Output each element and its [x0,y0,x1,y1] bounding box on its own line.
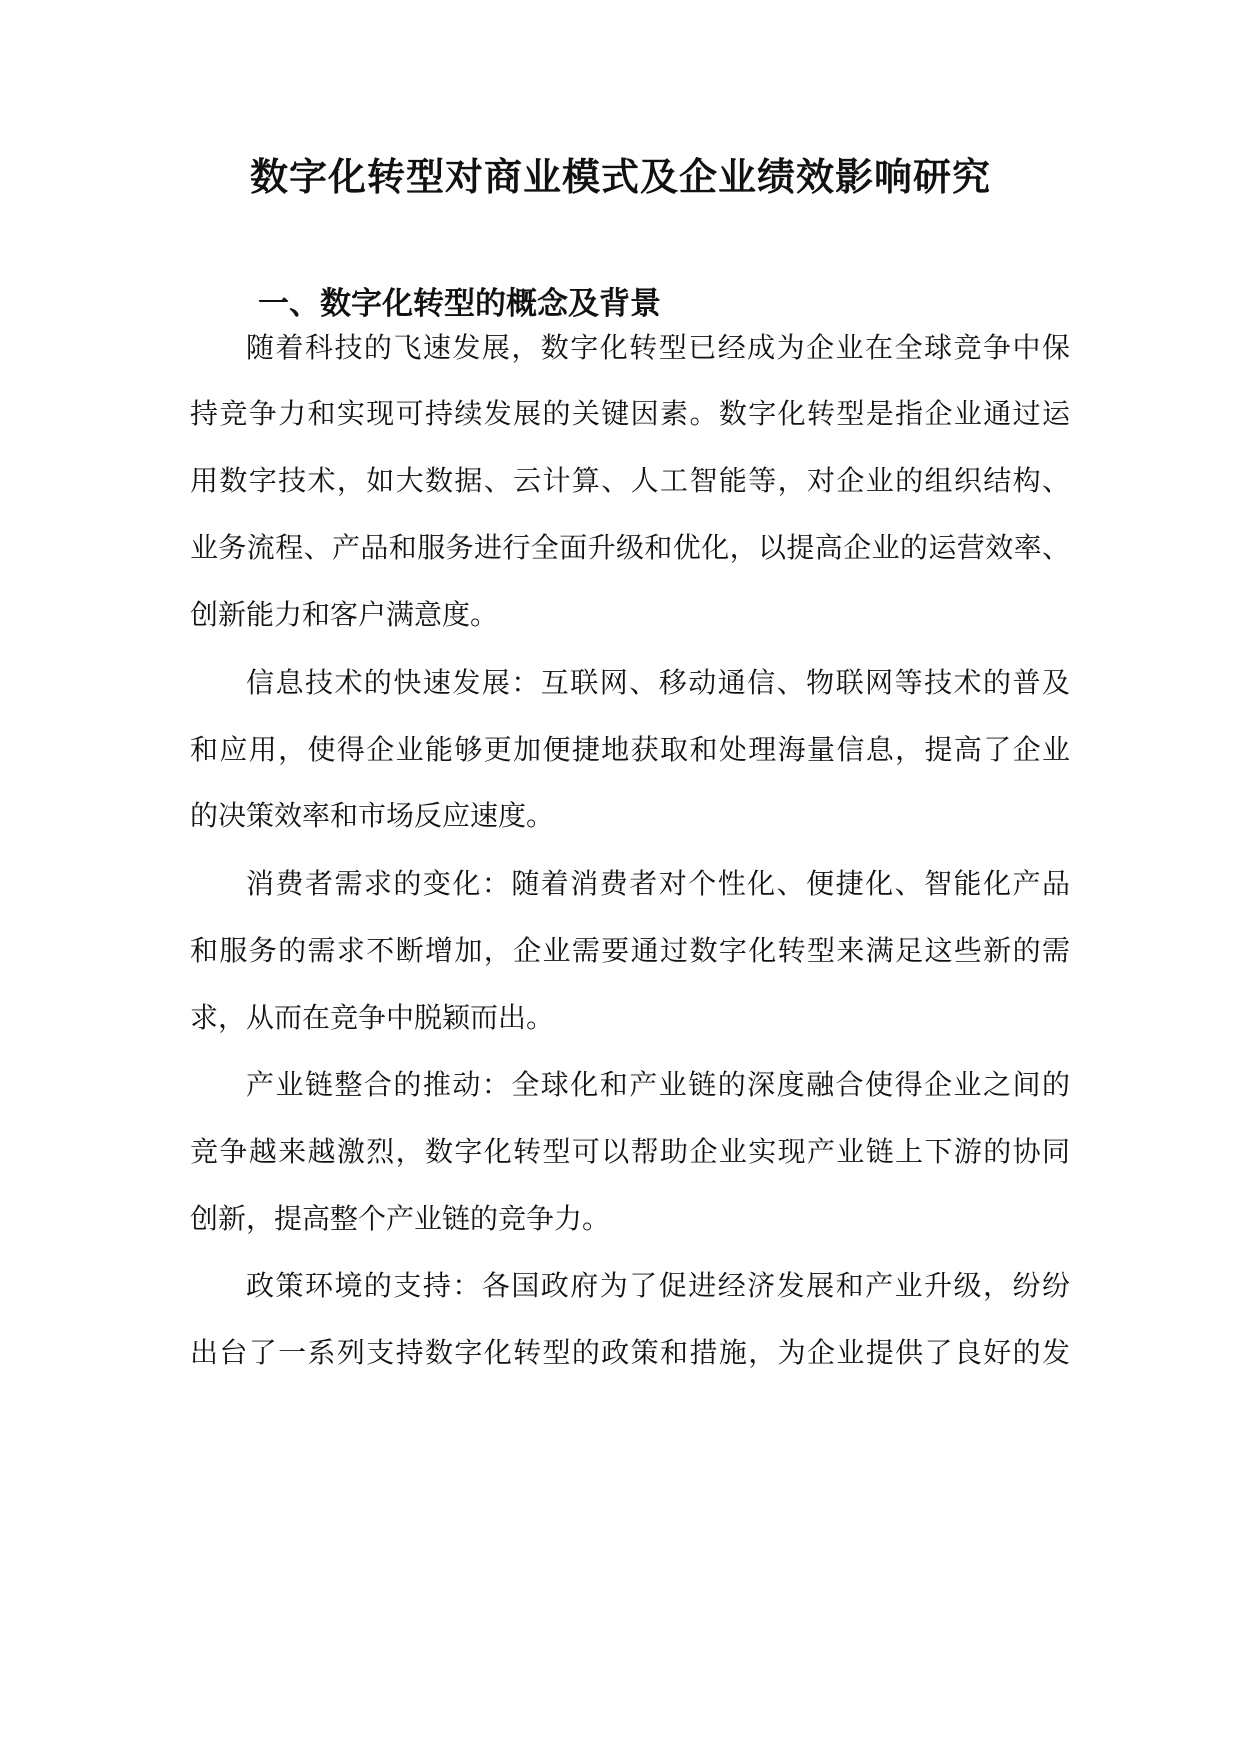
paragraph-2-line-2: 和应用，使得企业能够更加便捷地获取和处理海量信息，提高了企业 [190,733,1070,766]
paragraph-1-line-4: 业务流程、产品和服务进行全面升级和优化，以提高企业的运营效率、 [190,531,1070,564]
paragraph-4-line-2: 竞争越来越激烈，数字化转型可以帮助企业实现产业链上下游的协同 [190,1135,1070,1168]
paragraph-1-line-2: 持竞争力和实现可持续发展的关键因素。数字化转型是指企业通过运 [190,397,1070,430]
paragraph-1-line-3: 用数字技术，如大数据、云计算、人工智能等，对企业的组织结构、 [190,464,1070,497]
document-title: 数字化转型对商业模式及企业绩效影响研究 [249,154,991,199]
paragraph-1-line-1: 随着科技的飞速发展，数字化转型已经成为企业在全球竞争中保 [246,331,1070,364]
paragraph-3-line-3: 求，从而在竞争中脱颖而出。 [190,1001,555,1034]
paragraph-3-line-2: 和服务的需求不断增加，企业需要通过数字化转型来满足这些新的需 [190,934,1070,967]
paragraph-4-line-1: 产业链整合的推动：全球化和产业链的深度融合使得企业之间的 [246,1068,1070,1101]
paragraph-3-line-1: 消费者需求的变化：随着消费者对个性化、便捷化、智能化产品 [246,867,1070,900]
section-heading: 一、数字化转型的概念及背景 [258,286,661,322]
paragraph-1-line-5: 创新能力和客户满意度。 [190,598,499,631]
paragraph-5-line-1: 政策环境的支持：各国政府为了促进经济发展和产业升级，纷纷 [246,1269,1070,1302]
paragraph-2-line-3: 的决策效率和市场反应速度。 [190,799,555,832]
paragraph-4-line-3: 创新，提高整个产业链的竞争力。 [190,1202,611,1235]
paragraph-2-line-1: 信息技术的快速发展：互联网、移动通信、物联网等技术的普及 [246,666,1070,699]
paragraph-5-line-2: 出台了一系列支持数字化转型的政策和措施，为企业提供了良好的发 [190,1336,1070,1369]
